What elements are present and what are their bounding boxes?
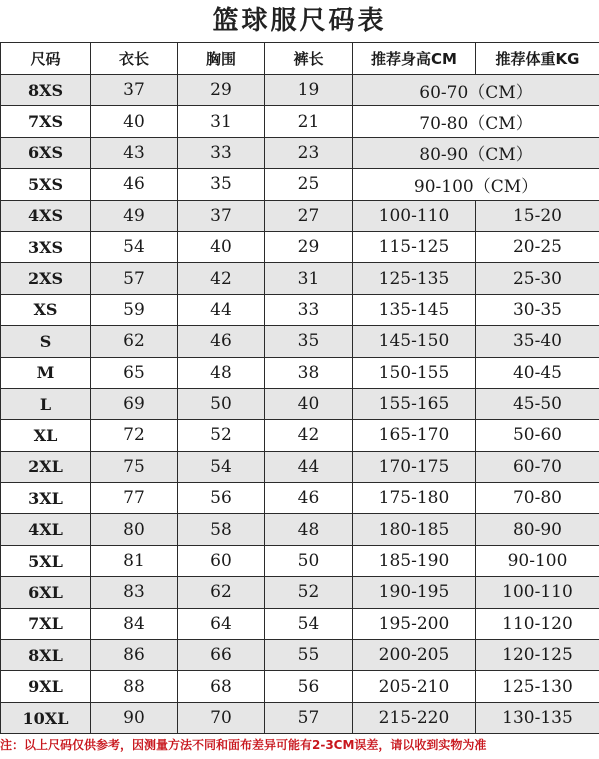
cell-chest: 44 <box>178 294 265 325</box>
cell-size: 2XL <box>1 451 91 482</box>
cell-weight: 100-110 <box>476 577 599 608</box>
table-row <box>1 326 599 357</box>
header-pants: 裤长 <box>265 43 353 75</box>
cell-pants: 23 <box>265 137 353 168</box>
table-row <box>1 200 599 231</box>
table-row <box>1 357 599 388</box>
cell-chest: 35 <box>178 169 265 200</box>
table-row <box>1 514 599 545</box>
cell-height: 190-195 <box>353 577 476 608</box>
cell-height: 200-205 <box>353 640 476 671</box>
cell-chest: 40 <box>178 231 265 262</box>
cell-height: 150-155 <box>353 357 476 388</box>
cell-height: 80-90（CM） <box>353 137 599 168</box>
cell-length: 75 <box>91 451 178 482</box>
cell-weight: 125-130 <box>476 671 599 702</box>
cell-chest: 52 <box>178 420 265 451</box>
cell-height: 90-100（CM） <box>353 169 599 200</box>
cell-height: 185-190 <box>353 545 476 576</box>
cell-weight: 40-45 <box>476 357 599 388</box>
cell-pants: 42 <box>265 420 353 451</box>
cell-size: XS <box>1 294 91 325</box>
table-row <box>1 545 599 576</box>
cell-chest: 50 <box>178 388 265 419</box>
cell-pants: 57 <box>265 702 353 733</box>
cell-weight: 20-25 <box>476 231 599 262</box>
cell-pants: 29 <box>265 231 353 262</box>
cell-pants: 25 <box>265 169 353 200</box>
cell-weight: 50-60 <box>476 420 599 451</box>
cell-pants: 40 <box>265 388 353 419</box>
cell-size: 7XS <box>1 106 91 137</box>
table-row <box>1 388 599 419</box>
cell-weight: 110-120 <box>476 608 599 639</box>
cell-length: 90 <box>91 702 178 733</box>
cell-pants: 50 <box>265 545 353 576</box>
cell-weight: 15-20 <box>476 200 599 231</box>
cell-size: 2XS <box>1 263 91 294</box>
cell-chest: 42 <box>178 263 265 294</box>
cell-length: 57 <box>91 263 178 294</box>
cell-length: 77 <box>91 483 178 514</box>
cell-size: 3XS <box>1 231 91 262</box>
cell-pants: 48 <box>265 514 353 545</box>
cell-weight: 45-50 <box>476 388 599 419</box>
cell-height: 215-220 <box>353 702 476 733</box>
cell-height: 165-170 <box>353 420 476 451</box>
cell-height: 60-70（CM） <box>353 75 599 106</box>
cell-pants: 56 <box>265 671 353 702</box>
cell-chest: 58 <box>178 514 265 545</box>
cell-pants: 52 <box>265 577 353 608</box>
cell-length: 81 <box>91 545 178 576</box>
cell-chest: 54 <box>178 451 265 482</box>
cell-chest: 33 <box>178 137 265 168</box>
cell-length: 83 <box>91 577 178 608</box>
cell-size: 6XS <box>1 137 91 168</box>
cell-height: 155-165 <box>353 388 476 419</box>
cell-length: 37 <box>91 75 178 106</box>
cell-height: 180-185 <box>353 514 476 545</box>
cell-length: 80 <box>91 514 178 545</box>
table-row <box>1 263 599 294</box>
table-row <box>1 483 599 514</box>
cell-length: 88 <box>91 671 178 702</box>
cell-length: 84 <box>91 608 178 639</box>
table-row <box>1 577 599 608</box>
cell-pants: 19 <box>265 75 353 106</box>
cell-length: 49 <box>91 200 178 231</box>
cell-length: 86 <box>91 640 178 671</box>
cell-pants: 21 <box>265 106 353 137</box>
cell-weight: 80-90 <box>476 514 599 545</box>
cell-chest: 29 <box>178 75 265 106</box>
cell-size: 6XL <box>1 577 91 608</box>
cell-pants: 44 <box>265 451 353 482</box>
table-header-row <box>1 43 599 75</box>
page-title: 篮球服尺码表 <box>212 6 387 36</box>
cell-chest: 60 <box>178 545 265 576</box>
cell-chest: 48 <box>178 357 265 388</box>
cell-chest: 66 <box>178 640 265 671</box>
header-height: 推荐身高CM <box>353 43 476 75</box>
cell-size: 7XL <box>1 608 91 639</box>
cell-size: 8XS <box>1 75 91 106</box>
table-row <box>1 137 599 168</box>
cell-length: 62 <box>91 326 178 357</box>
table-row <box>1 640 599 671</box>
cell-pants: 33 <box>265 294 353 325</box>
cell-weight: 60-70 <box>476 451 599 482</box>
cell-weight: 30-35 <box>476 294 599 325</box>
cell-height: 205-210 <box>353 671 476 702</box>
table-row <box>1 608 599 639</box>
cell-pants: 55 <box>265 640 353 671</box>
cell-chest: 64 <box>178 608 265 639</box>
header-size: 尺码 <box>1 43 91 75</box>
cell-pants: 38 <box>265 357 353 388</box>
cell-weight: 90-100 <box>476 545 599 576</box>
cell-length: 72 <box>91 420 178 451</box>
header-chest: 胸围 <box>178 43 265 75</box>
table-body <box>1 75 599 734</box>
table-row <box>1 420 599 451</box>
cell-height: 70-80（CM） <box>353 106 599 137</box>
cell-chest: 56 <box>178 483 265 514</box>
cell-length: 65 <box>91 357 178 388</box>
cell-chest: 46 <box>178 326 265 357</box>
cell-pants: 54 <box>265 608 353 639</box>
cell-length: 43 <box>91 137 178 168</box>
cell-length: 59 <box>91 294 178 325</box>
cell-weight: 25-30 <box>476 263 599 294</box>
cell-chest: 68 <box>178 671 265 702</box>
cell-length: 40 <box>91 106 178 137</box>
cell-height: 135-145 <box>353 294 476 325</box>
cell-pants: 27 <box>265 200 353 231</box>
cell-height: 125-135 <box>353 263 476 294</box>
cell-height: 100-110 <box>353 200 476 231</box>
cell-height: 145-150 <box>353 326 476 357</box>
cell-height: 175-180 <box>353 483 476 514</box>
table-row <box>1 169 599 200</box>
cell-size: S <box>1 326 91 357</box>
cell-weight: 35-40 <box>476 326 599 357</box>
size-table <box>0 42 599 734</box>
cell-size: 10XL <box>1 702 91 733</box>
cell-chest: 70 <box>178 702 265 733</box>
table-row <box>1 231 599 262</box>
table-row <box>1 75 599 106</box>
cell-height: 170-175 <box>353 451 476 482</box>
cell-height: 115-125 <box>353 231 476 262</box>
cell-height: 195-200 <box>353 608 476 639</box>
cell-size: L <box>1 388 91 419</box>
cell-length: 54 <box>91 231 178 262</box>
cell-length: 46 <box>91 169 178 200</box>
footnote: 注：以上尺码仅供参考，因测量方法不同和面布差异可能有2-3CM误差，请以收到实物为准 <box>0 738 487 752</box>
header-length: 衣长 <box>91 43 178 75</box>
cell-size: 8XL <box>1 640 91 671</box>
table-row <box>1 671 599 702</box>
cell-size: 4XS <box>1 200 91 231</box>
cell-size: 5XS <box>1 169 91 200</box>
cell-length: 69 <box>91 388 178 419</box>
cell-size: XL <box>1 420 91 451</box>
cell-chest: 31 <box>178 106 265 137</box>
cell-size: 4XL <box>1 514 91 545</box>
cell-pants: 31 <box>265 263 353 294</box>
cell-weight: 130-135 <box>476 702 599 733</box>
cell-size: 9XL <box>1 671 91 702</box>
table-row <box>1 294 599 325</box>
cell-size: 5XL <box>1 545 91 576</box>
cell-chest: 62 <box>178 577 265 608</box>
cell-pants: 46 <box>265 483 353 514</box>
cell-weight: 70-80 <box>476 483 599 514</box>
header-weight: 推荐体重KG <box>476 43 599 75</box>
cell-pants: 35 <box>265 326 353 357</box>
table-row <box>1 702 599 733</box>
cell-size: 3XL <box>1 483 91 514</box>
table-row <box>1 451 599 482</box>
table-row <box>1 106 599 137</box>
cell-size: M <box>1 357 91 388</box>
cell-weight: 120-125 <box>476 640 599 671</box>
cell-chest: 37 <box>178 200 265 231</box>
